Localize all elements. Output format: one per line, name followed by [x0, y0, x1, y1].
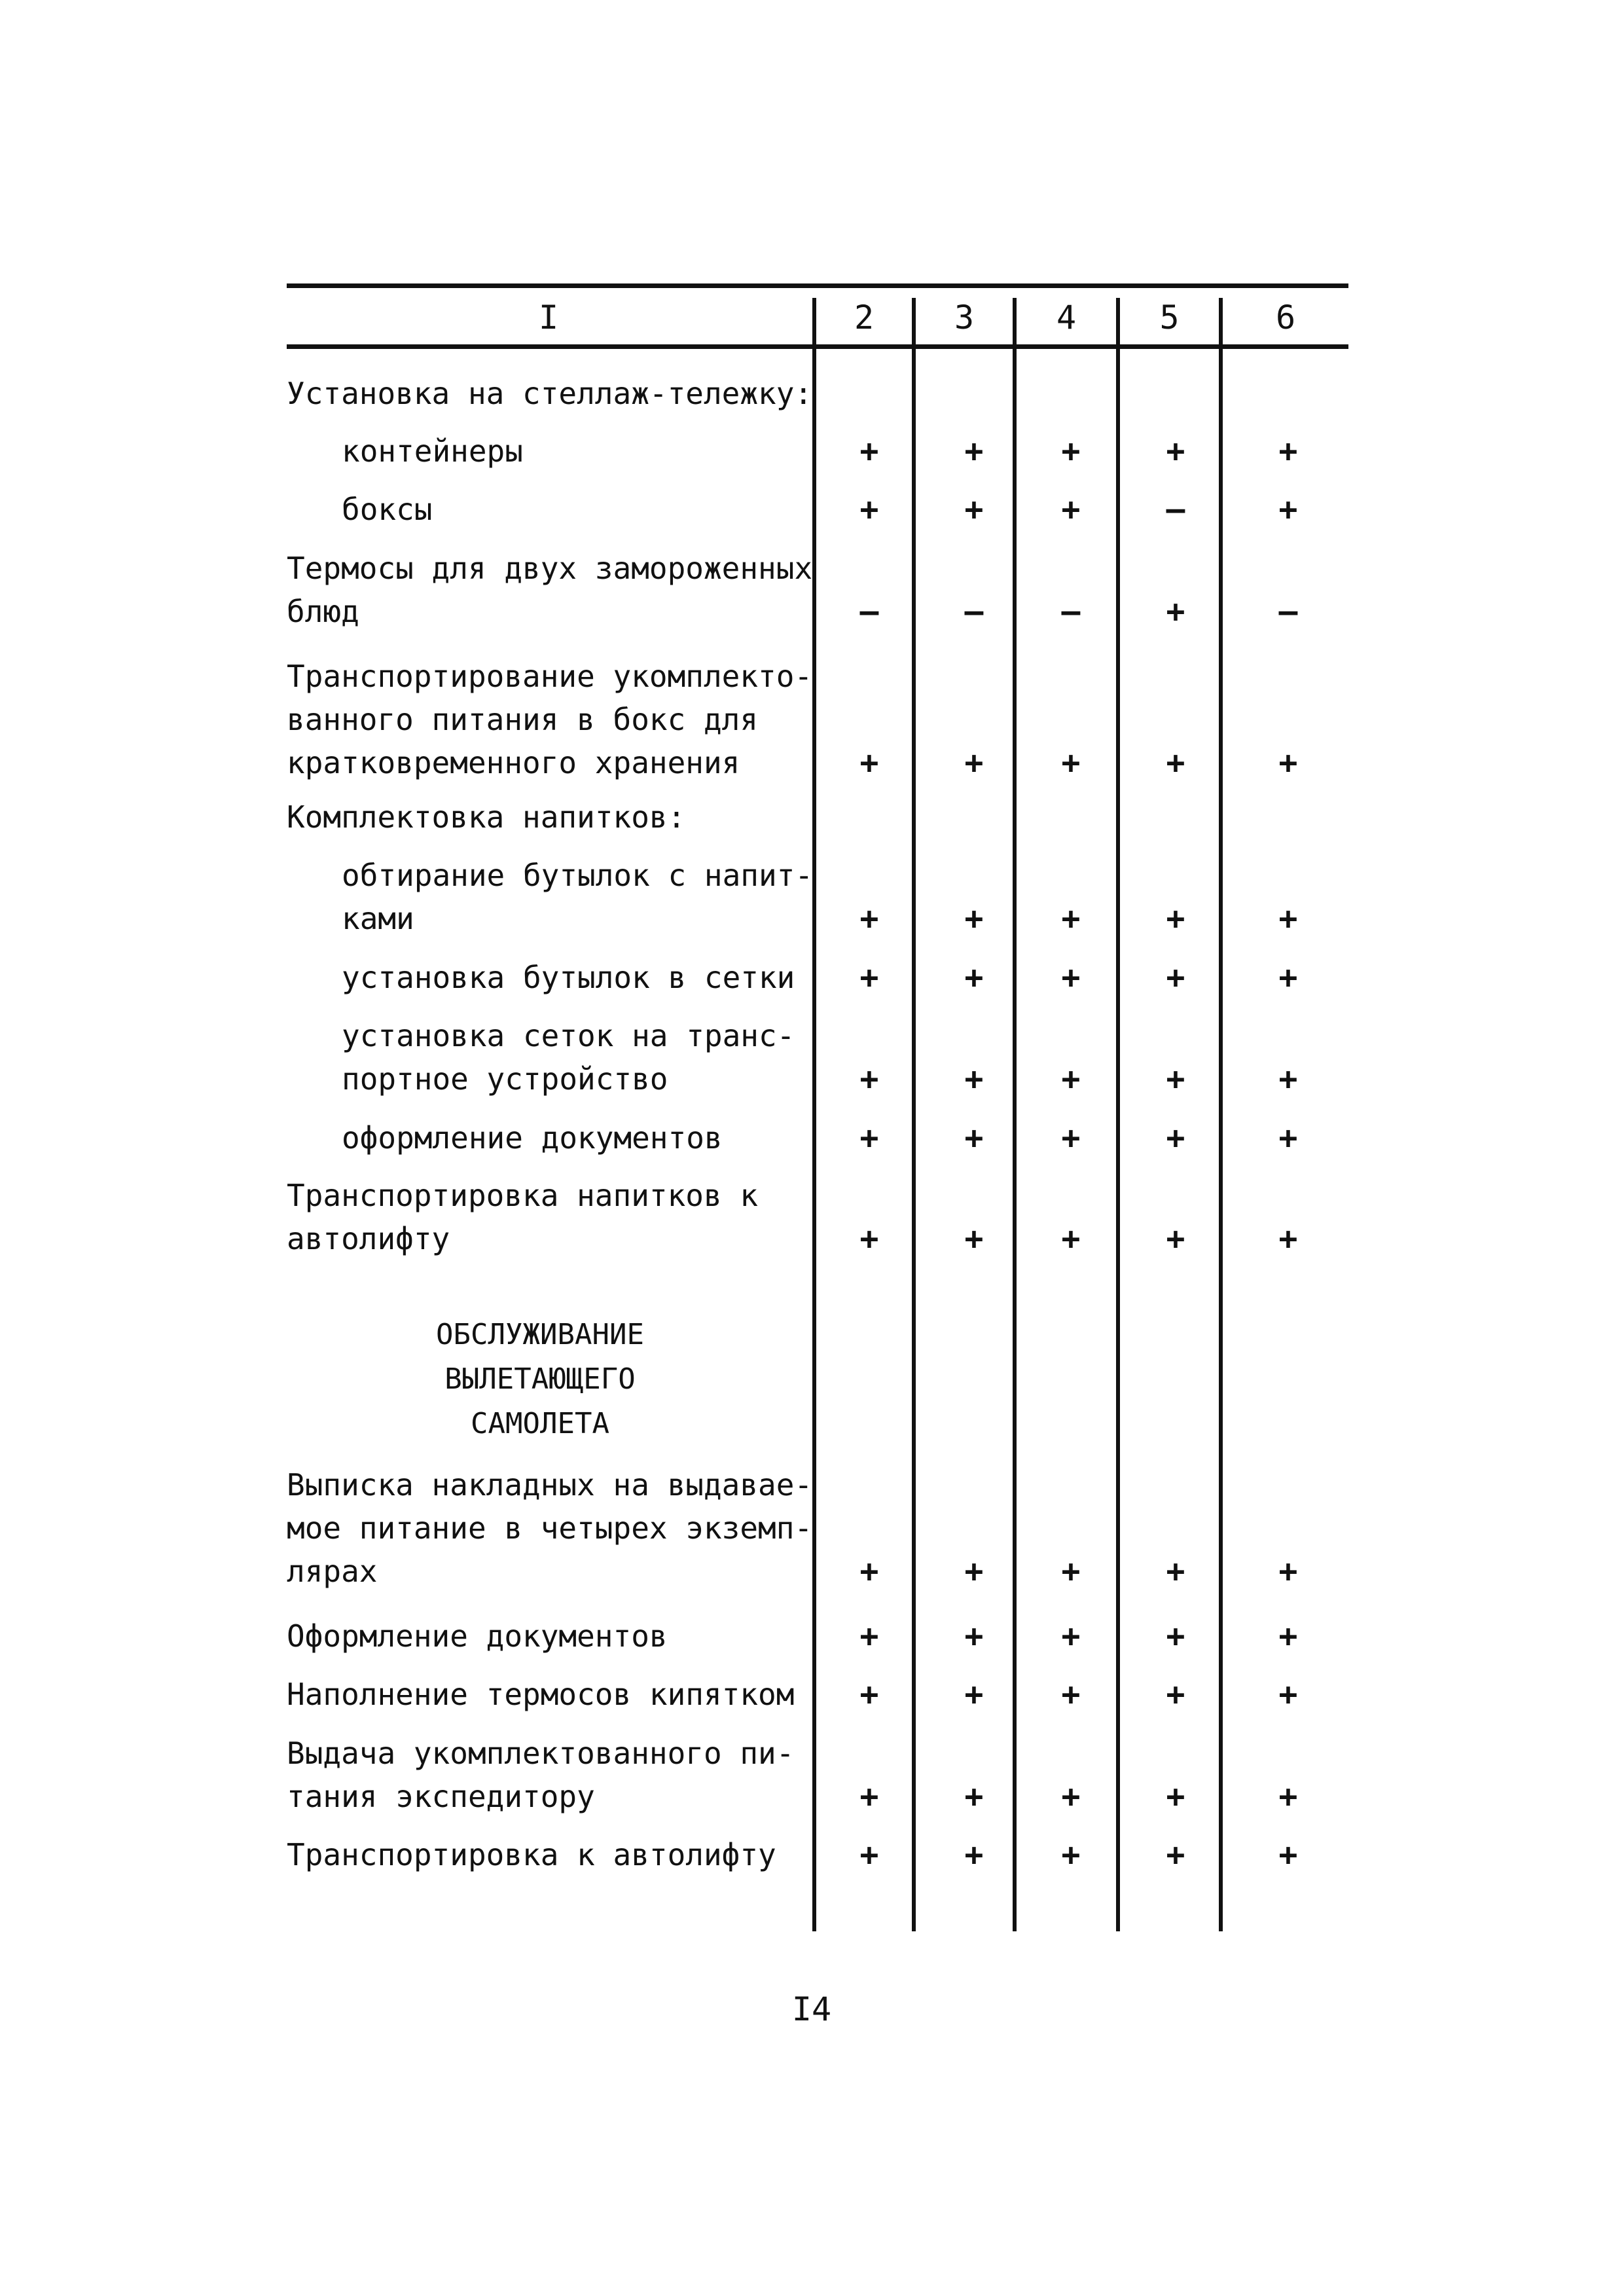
mark-cell: + [1061, 491, 1081, 528]
row-label-line: Выдача укомплектованного пи- [287, 1736, 795, 1771]
mark-cell: + [1166, 433, 1185, 469]
row-label-line: Выписка накладных на выдавае- [287, 1467, 813, 1503]
row-label-line: Транспортирование укомплекто- [287, 659, 813, 694]
column-header-4: 4 [1056, 299, 1077, 337]
mark-cell: + [859, 1836, 879, 1873]
column-header-2: 2 [854, 299, 875, 337]
row-label-line: контейнеры [342, 433, 523, 469]
column-header-6: 6 [1275, 299, 1296, 337]
mark-cell: + [1278, 1618, 1298, 1654]
page-number: I4 [791, 1990, 832, 2028]
mark-cell: + [1061, 1553, 1081, 1590]
section-title-line: ВЫЛЕТАЮЩЕГО [444, 1362, 636, 1396]
row-label-line: тания экспедитору [287, 1779, 595, 1814]
column-divider-5 [1219, 298, 1223, 1931]
mark-cell: + [1278, 1220, 1298, 1257]
row-label-line: ванного питания в бокс для [287, 702, 759, 737]
mark-cell: + [964, 1120, 984, 1156]
mark-cell: + [859, 959, 879, 996]
mark-cell: + [1061, 433, 1081, 469]
mark-cell: + [964, 1618, 984, 1654]
mark-cell: + [1278, 1553, 1298, 1590]
mark-cell: + [859, 1553, 879, 1590]
mark-cell: + [1061, 959, 1081, 996]
column-header-1: I [538, 299, 559, 337]
mark-cell: + [1278, 433, 1298, 469]
mark-cell: + [1166, 959, 1185, 996]
mark-cell: + [859, 1120, 879, 1156]
mark-cell: – [1061, 593, 1081, 630]
mark-cell: + [859, 1778, 879, 1815]
mark-cell: + [859, 900, 879, 937]
row-label-line: Установка на стеллаж-тележку: [287, 376, 813, 411]
mark-cell: + [1061, 1120, 1081, 1156]
row-label-line: мое питание в четырех экземп- [287, 1510, 813, 1546]
mark-cell: + [964, 433, 984, 469]
mark-cell: + [859, 744, 879, 781]
row-label-line: Транспортировка к автолифту [287, 1837, 776, 1872]
mark-cell: + [859, 1220, 879, 1257]
mark-cell: + [1061, 1778, 1081, 1815]
column-divider-1 [812, 298, 816, 1931]
mark-cell: + [1061, 1676, 1081, 1713]
mark-cell: + [964, 1836, 984, 1873]
mark-cell: + [1061, 744, 1081, 781]
mark-cell: + [964, 1061, 984, 1097]
mark-cell: + [964, 959, 984, 996]
mark-cell: + [1166, 1676, 1185, 1713]
mark-cell: + [1278, 744, 1298, 781]
mark-cell: – [1166, 491, 1185, 528]
mark-cell: + [1278, 900, 1298, 937]
mark-cell: + [1166, 1220, 1185, 1257]
mark-cell: + [859, 1618, 879, 1654]
column-divider-2 [912, 298, 916, 1931]
row-label-line: портное устройство [342, 1061, 668, 1097]
row-label-line: блюд [287, 594, 359, 629]
mark-cell: + [964, 744, 984, 781]
mark-cell: + [1166, 1836, 1185, 1873]
mark-cell: + [964, 1778, 984, 1815]
mark-cell: + [1278, 1778, 1298, 1815]
mark-cell: + [859, 1061, 879, 1097]
mark-cell: + [1166, 1778, 1185, 1815]
mark-cell: + [1166, 593, 1185, 630]
mark-cell: – [1278, 593, 1298, 630]
row-label-line: Транспортировка напитков к [287, 1178, 759, 1213]
mark-cell: + [1278, 1061, 1298, 1097]
column-header-5: 5 [1159, 299, 1180, 337]
row-label-line: Комплектовка напитков: [287, 799, 686, 835]
mark-cell: + [1061, 1061, 1081, 1097]
mark-cell: + [1061, 1618, 1081, 1654]
table-header-rule [287, 344, 1348, 349]
row-label-line: Оформление документов [287, 1618, 668, 1654]
mark-cell: + [1166, 1553, 1185, 1590]
mark-cell: + [1166, 1120, 1185, 1156]
mark-cell: + [964, 1676, 984, 1713]
row-label-line: установка бутылок в сетки [342, 960, 795, 995]
mark-cell: + [1061, 1836, 1081, 1873]
mark-cell: + [859, 1676, 879, 1713]
row-label-line: автолифту [287, 1221, 450, 1256]
row-label-line: ками [342, 901, 414, 936]
mark-cell: + [964, 900, 984, 937]
mark-cell: + [1278, 491, 1298, 528]
mark-cell: + [1166, 1618, 1185, 1654]
mark-cell: + [1166, 744, 1185, 781]
mark-cell: + [1278, 1120, 1298, 1156]
row-label-line: кратковременного хранения [287, 745, 740, 780]
mark-cell: + [1278, 959, 1298, 996]
table-top-rule [287, 283, 1348, 288]
mark-cell: + [859, 491, 879, 528]
row-label-line: установка сеток на транс- [342, 1018, 795, 1053]
mark-cell: + [1278, 1676, 1298, 1713]
mark-cell: + [964, 491, 984, 528]
section-title-line: САМОЛЕТА [471, 1407, 609, 1440]
row-label-line: оформление документов [342, 1120, 723, 1156]
section-title-line: ОБСЛУЖИВАНИЕ [436, 1318, 644, 1351]
column-divider-4 [1116, 298, 1120, 1931]
row-label-line: боксы [342, 492, 433, 527]
row-label-line: Наполнение термосов кипятком [287, 1677, 795, 1712]
row-label-line: лярах [287, 1554, 378, 1589]
mark-cell: + [1061, 900, 1081, 937]
mark-cell: + [1166, 1061, 1185, 1097]
row-label-line: Термосы для двух замороженных [287, 551, 813, 586]
mark-cell: – [964, 593, 984, 630]
mark-cell: + [1166, 900, 1185, 937]
mark-cell: + [1061, 1220, 1081, 1257]
mark-cell: + [964, 1220, 984, 1257]
column-header-3: 3 [954, 299, 975, 337]
column-divider-3 [1013, 298, 1017, 1931]
mark-cell: + [964, 1553, 984, 1590]
mark-cell: + [859, 433, 879, 469]
mark-cell: + [1278, 1836, 1298, 1873]
mark-cell: – [859, 593, 879, 630]
row-label-line: обтирание бутылок с напит- [342, 858, 814, 893]
